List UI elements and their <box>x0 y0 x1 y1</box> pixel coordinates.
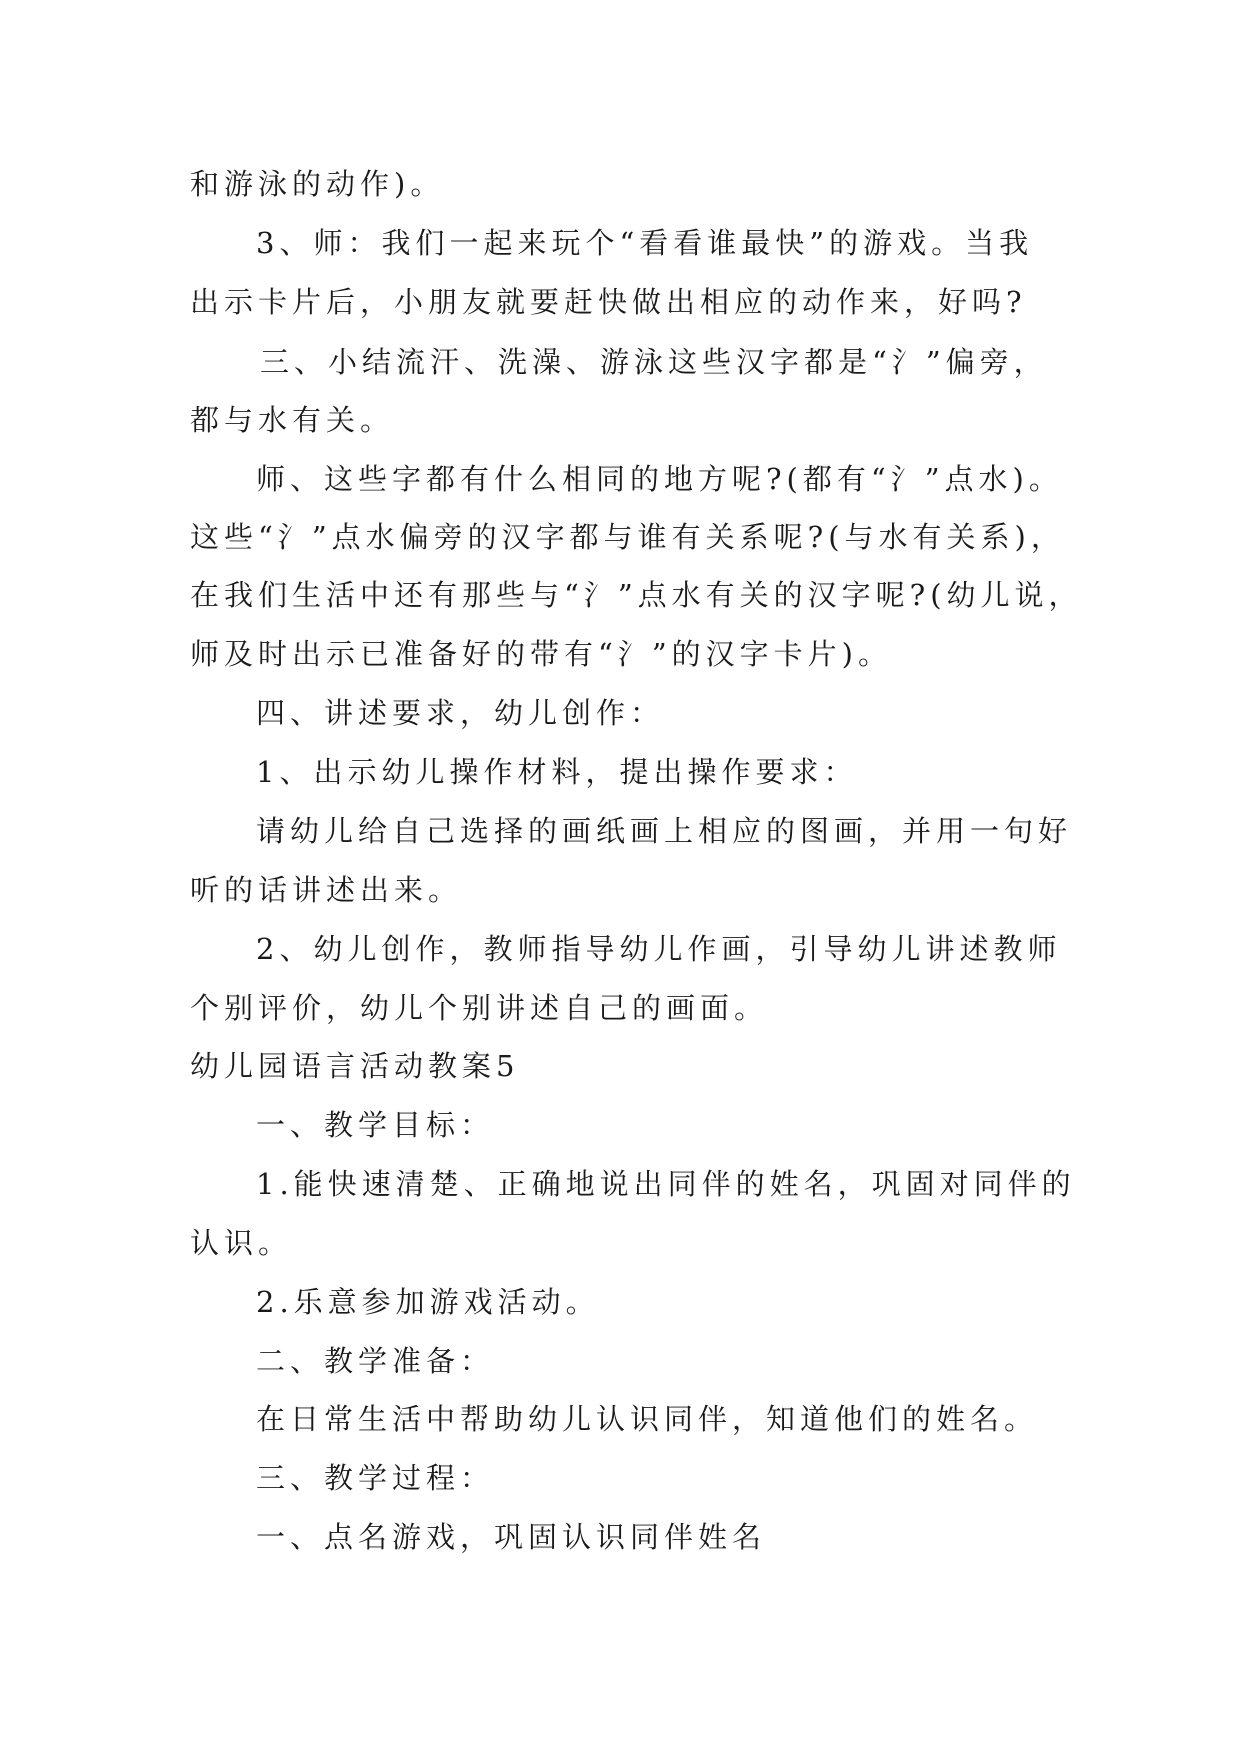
text-line: 师、这些字都有什么相同的地方呢?(都有“氵”点水)。 <box>256 462 1063 496</box>
section-heading: 二、教学准备： <box>256 1344 495 1378</box>
text-line: 个别评价，幼儿个别讲述自己的画面。 <box>190 991 769 1025</box>
section-heading: 三、小结流汗、洗澡、游泳这些汉字都是“氵”偏旁， <box>260 345 1048 379</box>
text-line: 出示卡片后，小朋友就要赶快做出相应的动作来，好吗? <box>190 285 1027 319</box>
text-line: 1.能快速清楚、正确地说出同伴的姓名，巩固对同伴的 <box>256 1167 1076 1201</box>
text-line: 这些“氵”点水偏旁的汉字都与谁有关系呢?(与水有关系)， <box>190 520 1065 554</box>
text-line: 和游泳的动作)。 <box>190 167 445 201</box>
text-line: 3、师：我们一起来玩个“看看谁最快”的游戏。当我 <box>256 226 1034 260</box>
section-heading: 一、教学目标： <box>256 1108 495 1142</box>
section-heading: 一、点名游戏，巩固认识同伴姓名 <box>256 1520 767 1554</box>
text-line: 都与水有关。 <box>190 403 395 437</box>
text-line: 2、幼儿创作，教师指导幼儿作画，引导幼儿讲述教师 <box>256 932 1062 966</box>
text-line: 在日常生活中帮助幼儿认识同伴，知道他们的姓名。 <box>256 1402 1039 1436</box>
document-title: 幼儿园语言活动教案5 <box>190 1049 520 1083</box>
text-line: 听的话讲述出来。 <box>190 873 463 907</box>
section-heading: 四、讲述要求，幼儿创作： <box>256 696 665 730</box>
section-heading: 三、教学过程： <box>256 1461 495 1495</box>
text-line: 在我们生活中还有那些与“氵”点水有关的汉字呢?(幼儿说， <box>190 578 1083 612</box>
text-line: 认识。 <box>190 1226 293 1260</box>
text-line: 1、出示幼儿操作材料，提出操作要求： <box>256 755 858 789</box>
text-line: 请幼儿给自己选择的画纸画上相应的图画，并用一句好 <box>256 814 1073 848</box>
text-line: 2.乐意参加游戏活动。 <box>256 1285 600 1319</box>
text-line: 师及时出示已准备好的带有“氵”的汉字卡片)。 <box>190 637 892 671</box>
